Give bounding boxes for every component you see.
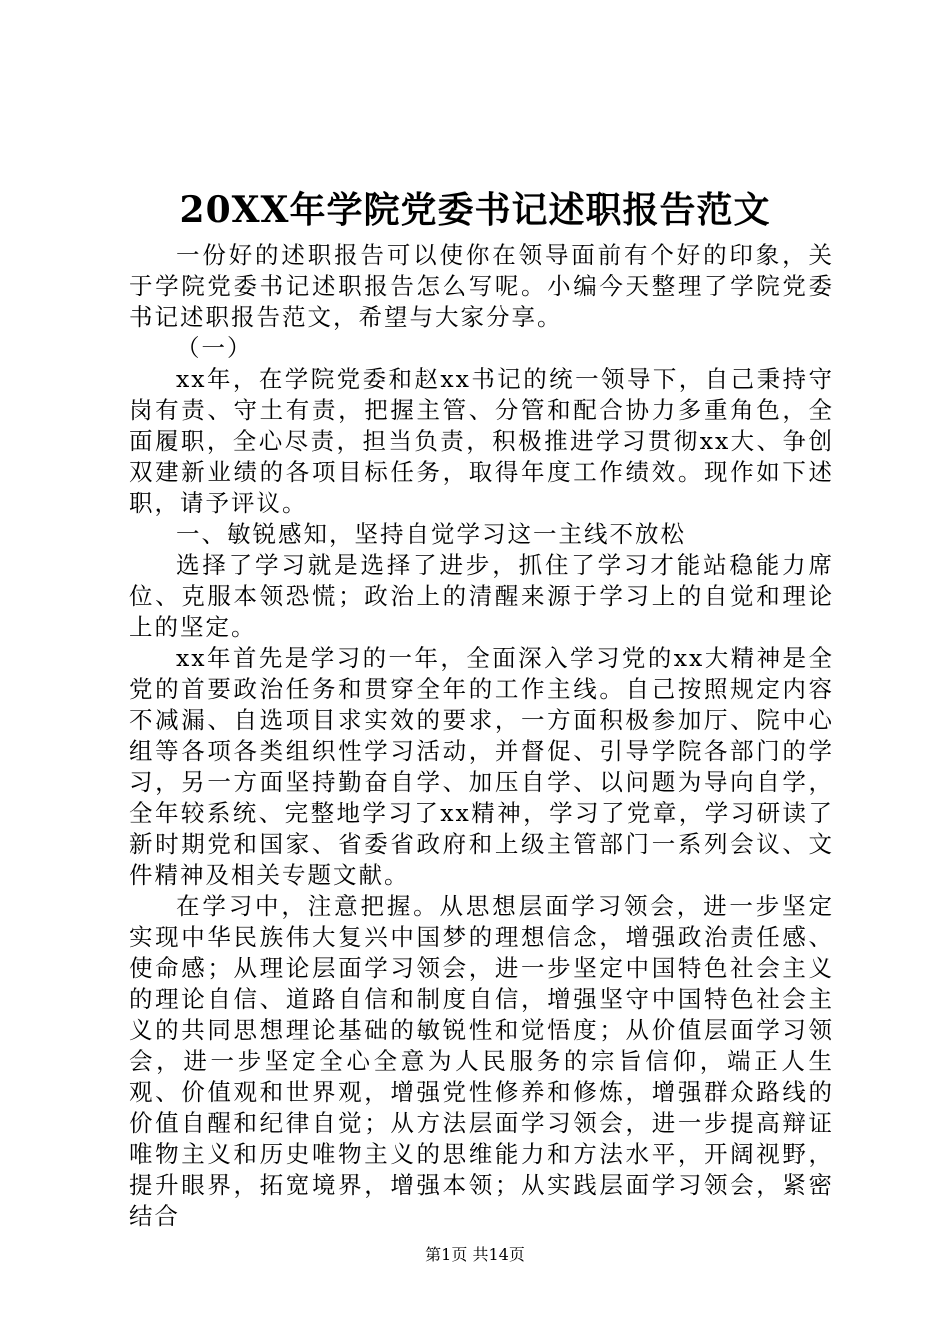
document-title: 20XX年学院党委书记述职报告范文 [179, 189, 771, 231]
page-total: 共14页 [472, 1245, 525, 1264]
document-body [129, 240, 834, 1232]
paragraph-intro: 一份好的述职报告可以使你在领导面前有个好的印象，关于学院党委书记述职报告怎么写呢。小编今天整理了学院党委书记述职报告范文，希望与大家分享。 [129, 241, 834, 331]
section-heading: 一、敏锐感知，坚持自觉学习这一主线不放松 [176, 520, 686, 548]
paragraph-year-study: xx年首先是学习的一年，全面深入学习党的xx大精神是全党的首要政治任务和贯穿全年的工作主线。自己按照规定内容不减漏、自选项目求实效的要求，一方面积极参加厅、院中心组等各项各类组织性学习活动，并督促、引导学院各部门的学习，另一方面坚持勤奋自学、加压自学、以问题为导向自学，全年较系统、完整地学习了xx精神，学习了党章，学习研读了新时期党和国家、省委省政府和上级主管部门一系列会议、文件精神及相关专题文献。 [129, 644, 834, 889]
paragraph-study-focus: 在学习中，注意把握。从思想层面学习领会，进一步坚定实现中华民族伟大复兴中国梦的理想信念，增强政治责任感、使命感；从理论层面学习领会，进一步坚定中国特色社会主义的理论自信、道路自信和制度自信，增强坚守中国特色社会主义的共同思想理论基础的敏锐性和觉悟度；从价值层面学习领会，进一步坚定全心全意为人民服务的宗旨信仰，端正人生观、价值观和世界观，增强党性修养和修炼，增强群众路线的价值自醒和纪律自觉；从方法层面学习领会，进一步提高辩证唯物主义和历史唯物主义的思维能力和方法水平，开阔视野，提升眼界，拓宽境界，增强本领；从实践层面学习领会，紧密结合 [129, 892, 834, 1230]
page-number: 第1页 [425, 1245, 468, 1264]
section-marker: （一） [176, 334, 253, 362]
page-footer [0, 1244, 950, 1266]
paragraph-learning: 选择了学习就是选择了进步，抓住了学习才能站稳能力席位、克服本领恐慌；政治上的清醒来源于学习上的自觉和理论上的坚定。 [129, 551, 834, 641]
paragraph-summary: xx年，在学院党委和赵xx书记的统一领导下，自己秉持守岗有责、守土有责，把握主管、分管和配合协力多重角色，全面履职，全心尽责，担当负责，积极推进学习贯彻xx大、争创双建新业绩的各项目标任务，取得年度工作绩效。现作如下述职，请予评议。 [129, 365, 834, 517]
